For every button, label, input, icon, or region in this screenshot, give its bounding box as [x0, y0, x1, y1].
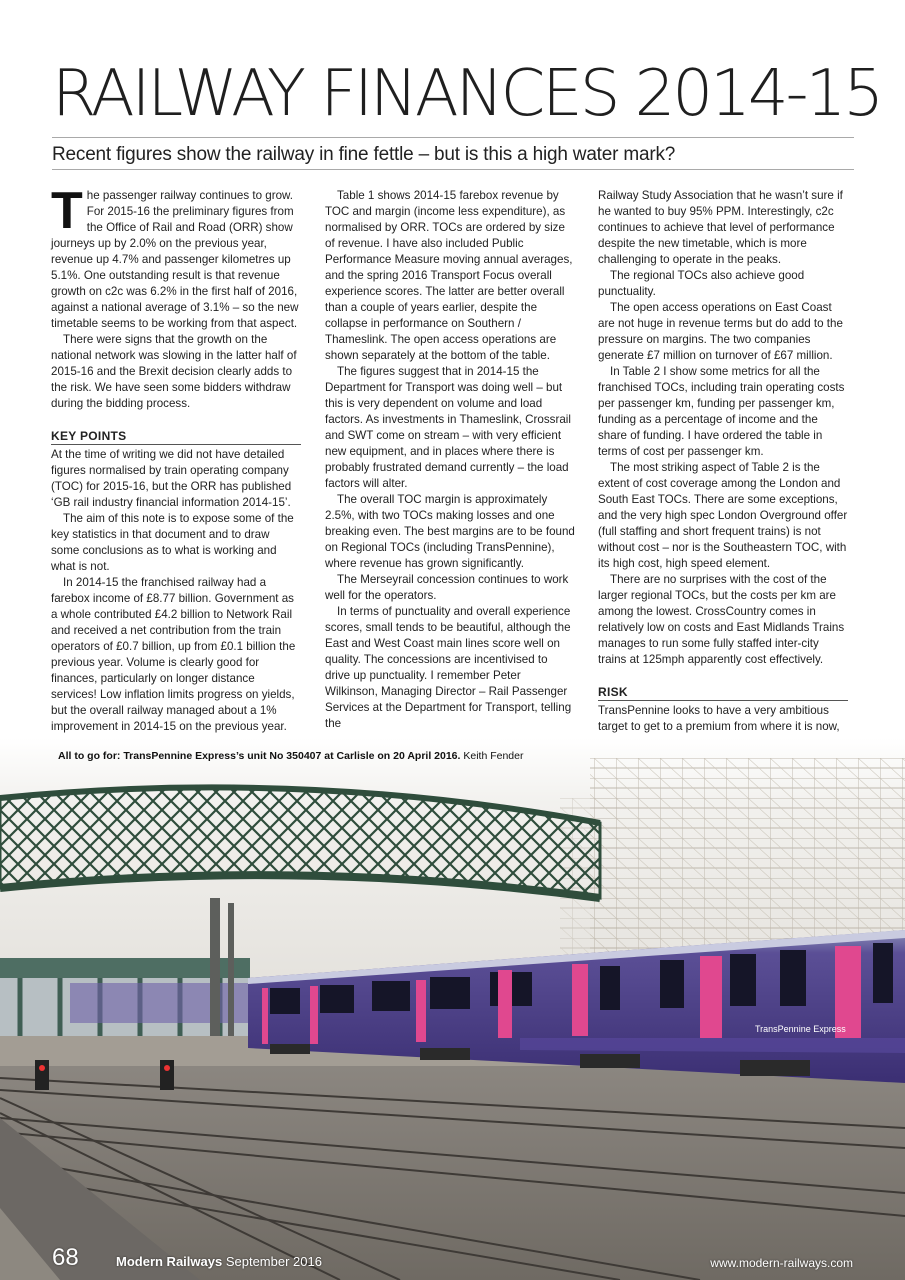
lead-paragraph [51, 182, 301, 332]
section-heading-key-points: KEY POINTS [51, 428, 301, 445]
paragraph: The aim of this note is to expose some of the key statistics in that document and to draw some conclusions as to what is working and what is not. [51, 512, 294, 573]
paragraph: There were signs that the growth on the national network was slowing in the latter half of 2015-16 and the Brexit decision clearly adds to the risk. We have seen some bidders withdraw during the bidding process. [51, 333, 297, 410]
standfirst-rule [52, 169, 854, 170]
page-number: 68 [52, 1244, 79, 1271]
page-title: RAILWAY FINANCES 2014-15 [52, 57, 882, 131]
magazine-name: Modern Railways [116, 1254, 223, 1269]
paragraph: The regional TOCs also achieve good punctuality. [598, 269, 805, 298]
drop-cap: T [51, 182, 83, 240]
text-column-3 [598, 188, 848, 735]
paragraph: The figures suggest that in 2014-15 the Department for Transport was doing well – but this is very dependent on volume and load factors. As investments in Thameslink, Crossrail and SWT come on stream – with very efficient new equipment, and in places where there is probably frustrated demand currently – the load factors will alter. [325, 365, 571, 490]
paragraph: Table 1 shows 2014-15 farebox revenue by TOC and margin (income less expenditure), as normalised by ORR. TOCs are ordered by size of revenue. I have also included Public Performance Measure moving annual averages, and the spring 2016 Transport Focus overall experience scores. The latter are better overall than a couple of years earlier, despite the collapse in performance on Southern / Thameslink. The open access operations are shown separately at the bottom of the table. [325, 189, 573, 362]
train-photo-illustration [0, 738, 905, 1280]
photo-credit: Keith Fender [463, 750, 524, 762]
paragraph: The Merseyrail concession continues to work well for the operators. [325, 573, 569, 602]
paragraph: The open access operations on East Coast are not huge in revenue terms but do add to the pressure on margins. The two companies generate £7 million on turnover of £67 million. [598, 301, 843, 362]
text-column-1 [51, 182, 301, 735]
footer-magazine [116, 1254, 322, 1269]
paragraph: There are no surprises with the cost of the larger regional TOCs, but the costs per km are among the lowest. CrossCountry comes in relatively low on costs and East Midlands Trains manages to run some fully staffed inter-city trains at 125mph apparently cost effectively. [598, 573, 845, 666]
train-livery-text: TransPennine Express [755, 1024, 846, 1034]
footer-url[interactable]: www.modern-railways.com [710, 1256, 853, 1270]
paragraph: The most striking aspect of Table 2 is the extent of cost coverage among the London and South East TOCs. There are some exceptions, and the very high spec London Overground offer (full staffing and short frequent trains) is not without cost – nor is the Southeastern TOC, with its high cost, high speed element. [598, 461, 848, 570]
section-heading-risk: RISK [598, 684, 848, 701]
paragraph: At the time of writing we did not have detailed figures normalised by train operating company (TOC) for 2015-16, but the ORR has published ‘GB rail industry financial information 2014-15’. [51, 448, 292, 509]
photo-caption [58, 750, 523, 762]
standfirst: Recent figures show the railway in fine fettle – but is this a high water mark? [52, 144, 676, 165]
paragraph: Railway Study Association that he wasn’t sure if he wanted to buy 95% PPM. Interestingly, c2c continues to achieve that level of performance despite the new timetable, which is more challenging to operate in the peaks. [598, 189, 843, 266]
lead-text: he passenger railway continues to grow. For 2015-16 the preliminary figures from the Office of Rail and Road (ORR) show journeys up by 2.0% on the previous year, revenue up 4.7% and passenger kilometres up 5.1%. One outstanding result is that revenue growth on c2c was 6.2% in the first half of 2016, against a national average of 3.1% – so the new timetable seems to be working from that aspect. [51, 189, 299, 330]
paragraph: In Table 2 I show some metrics for all the franchised TOCs, including train operating costs per passenger km, funding per passenger km, funding as a percentage of income and the share of funding. I have ordered the table in terms of cost per passenger km. [598, 365, 845, 458]
paragraph: The overall TOC margin is approximately 2.5%, with two TOCs making losses and one breaking even. The best margins are to be found on Regional TOCs (including TransPennine), where revenue has grown significantly. [325, 493, 575, 570]
title-rule [52, 137, 854, 138]
caption-text: All to go for: TransPennine Express’s unit No 350407 at Carlisle on 20 April 2016. [58, 750, 461, 762]
text-column-2 [325, 188, 575, 732]
issue-date: September 2016 [225, 1254, 322, 1269]
paragraph: TransPennine looks to have a very ambitious target to get to a premium from where it is now, [598, 704, 840, 733]
paragraph: In terms of punctuality and overall experience scores, small tends to be beautiful, although the East and West Coast main lines score well on quality. The concessions are incentivised to drive up punctuality. I remember Peter Wilkinson, Managing Director – Rail Passenger Services at the Department for Transport, telling the [325, 605, 572, 730]
train-photo [0, 738, 905, 1280]
paragraph: In 2014-15 the franchised railway had a farebox income of £8.77 billion. Government as a whole contributed £4.2 billion to Network Rail and received a net contribution from the train operators of £0.7 billion, up from £0.1 billion the previous year. Volume is clearly good for finances, particularly on longer distance services! Low inflation limits progress on yields, but the overall railway managed about a 1% improvement in 2014-15 on the previous year. [51, 576, 296, 733]
